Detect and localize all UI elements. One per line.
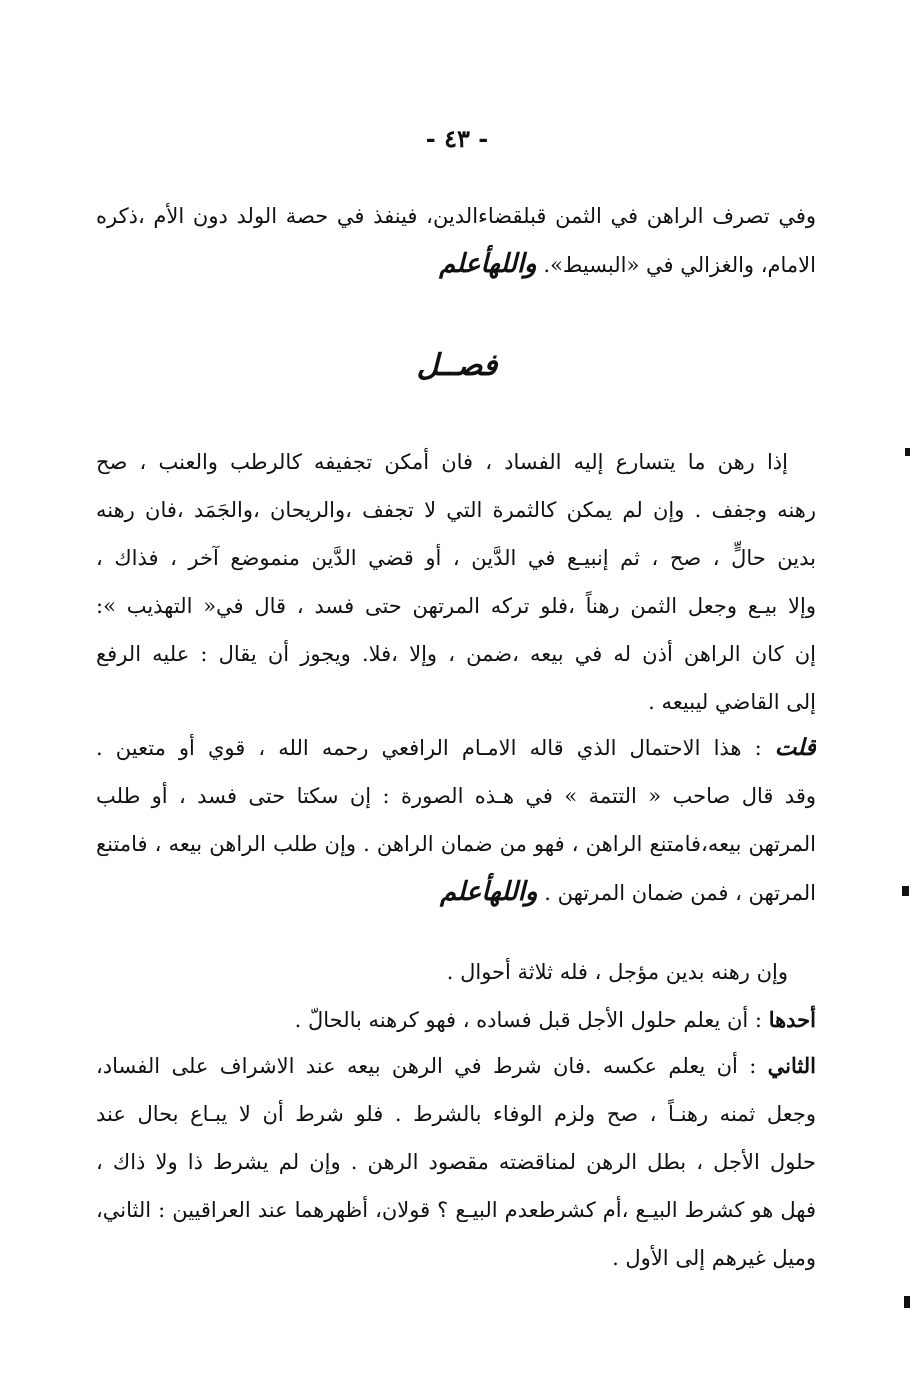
text-line: رهنه وجفف . وإن لم يمكن كالثمرة التي لا تجفف ،والريحان ،والجَمَد ،فان رهنه: [96, 498, 816, 522]
text-line-content: المرتهن ، فمن ضمان المرتهن .: [544, 881, 816, 905]
qalat-label: قلت: [774, 734, 816, 761]
closing-formula: واللهأعلم: [439, 877, 538, 907]
scan-mark: [905, 448, 910, 456]
section-heading: فصــل: [416, 348, 498, 383]
text-line: [96, 1042, 816, 1090]
paragraph-6: [96, 1042, 816, 1282]
text-line-content: : هذا الاحتمال الذي قاله الامـام الرافعي رحمه الله ، قوي أو متعين .: [96, 736, 762, 760]
paragraph-2: [96, 438, 816, 726]
text-line: إن كان الراهن أذن له في بيعه ،ضمن ، وإلا ،فلا. ويجوز أن يقال : عليه الرفع: [96, 642, 816, 666]
case-two-label: الثاني: [767, 1053, 816, 1078]
closing-formula: واللهأعلم: [439, 249, 537, 279]
text-line: وفي تصرف الراهن في الثمن قبلقضاءالدين، فينفذ في حصة الولد دون الأم ،ذكره: [96, 204, 816, 228]
text-line-content: الامام، والغزالي في «البسيط».: [543, 253, 816, 277]
text-line: بدين حالٍّ ، صح ، ثم إنبيـع في الدَّين ، أو قضي الدَّين منموضع آخر ، فذاك ،: [96, 546, 816, 570]
scan-mark: [904, 1296, 910, 1308]
text-line: وإن رهنه بدين مؤجل ، فله ثلاثة أحوال .: [446, 960, 788, 984]
text-line: [96, 240, 816, 288]
text-line: وإلا بيـع وجعل الثمن رهناً ،فلو تركه المرتهن حتى فسد ، قال في« التهذيب »:: [96, 594, 816, 618]
text-line: المرتهن بيعه،فامتنع الراهن ، فهو من ضمان الراهن . وإن طلب الراهن بيعه ، فامتنع: [96, 832, 816, 856]
text-line: وقد قال صاحب « التتمة » في هـذه الصورة : إن سكتا حتى فسد ، أو طلب: [96, 784, 816, 808]
text-line: حلول الأجل ، بطل الرهن لمناقضته مقصود الرهن . وإن لم يشرط ذا ولا ذاك ،: [96, 1150, 816, 1174]
case-one-label: أحدها: [768, 1007, 816, 1032]
page-number: - ٤٣ -: [425, 124, 489, 153]
paragraph-3: [96, 724, 816, 916]
paragraph-1: [96, 192, 816, 288]
scan-mark: [902, 886, 909, 896]
text-line: [96, 724, 816, 772]
text-line: [96, 868, 816, 916]
text-line: [96, 996, 816, 1044]
text-line: إذا رهن ما يتسارع إليه الفساد ، فان أمكن تجفيفه كالرطب والعنب ، صح: [96, 450, 788, 474]
text-line-content: : أن يعلم عكسه .فان شرط في الرهن بيعه عند الاشراف على الفساد،: [96, 1054, 757, 1078]
paragraph-4: [96, 948, 816, 1044]
text-line: وجعل ثمنه رهنـاً ، صح ولزم الوفاء بالشرط . فلو شرط أن لا يبـاع بحال عند: [96, 1102, 816, 1126]
text-line: إلى القاضي ليبيعه .: [648, 690, 816, 714]
text-line: وميل غيرهم إلى الأول .: [612, 1246, 816, 1270]
text-line: فهل هو كشرط البيـع ،أم كشرطعدم البيـع ؟ قولان، أظهرهما عند العراقيين : الثاني،: [96, 1198, 816, 1222]
text-line-content: : أن يعلم حلول الأجل قبل فساده ، فهو كرهنه بالحالّ .: [294, 1008, 762, 1032]
